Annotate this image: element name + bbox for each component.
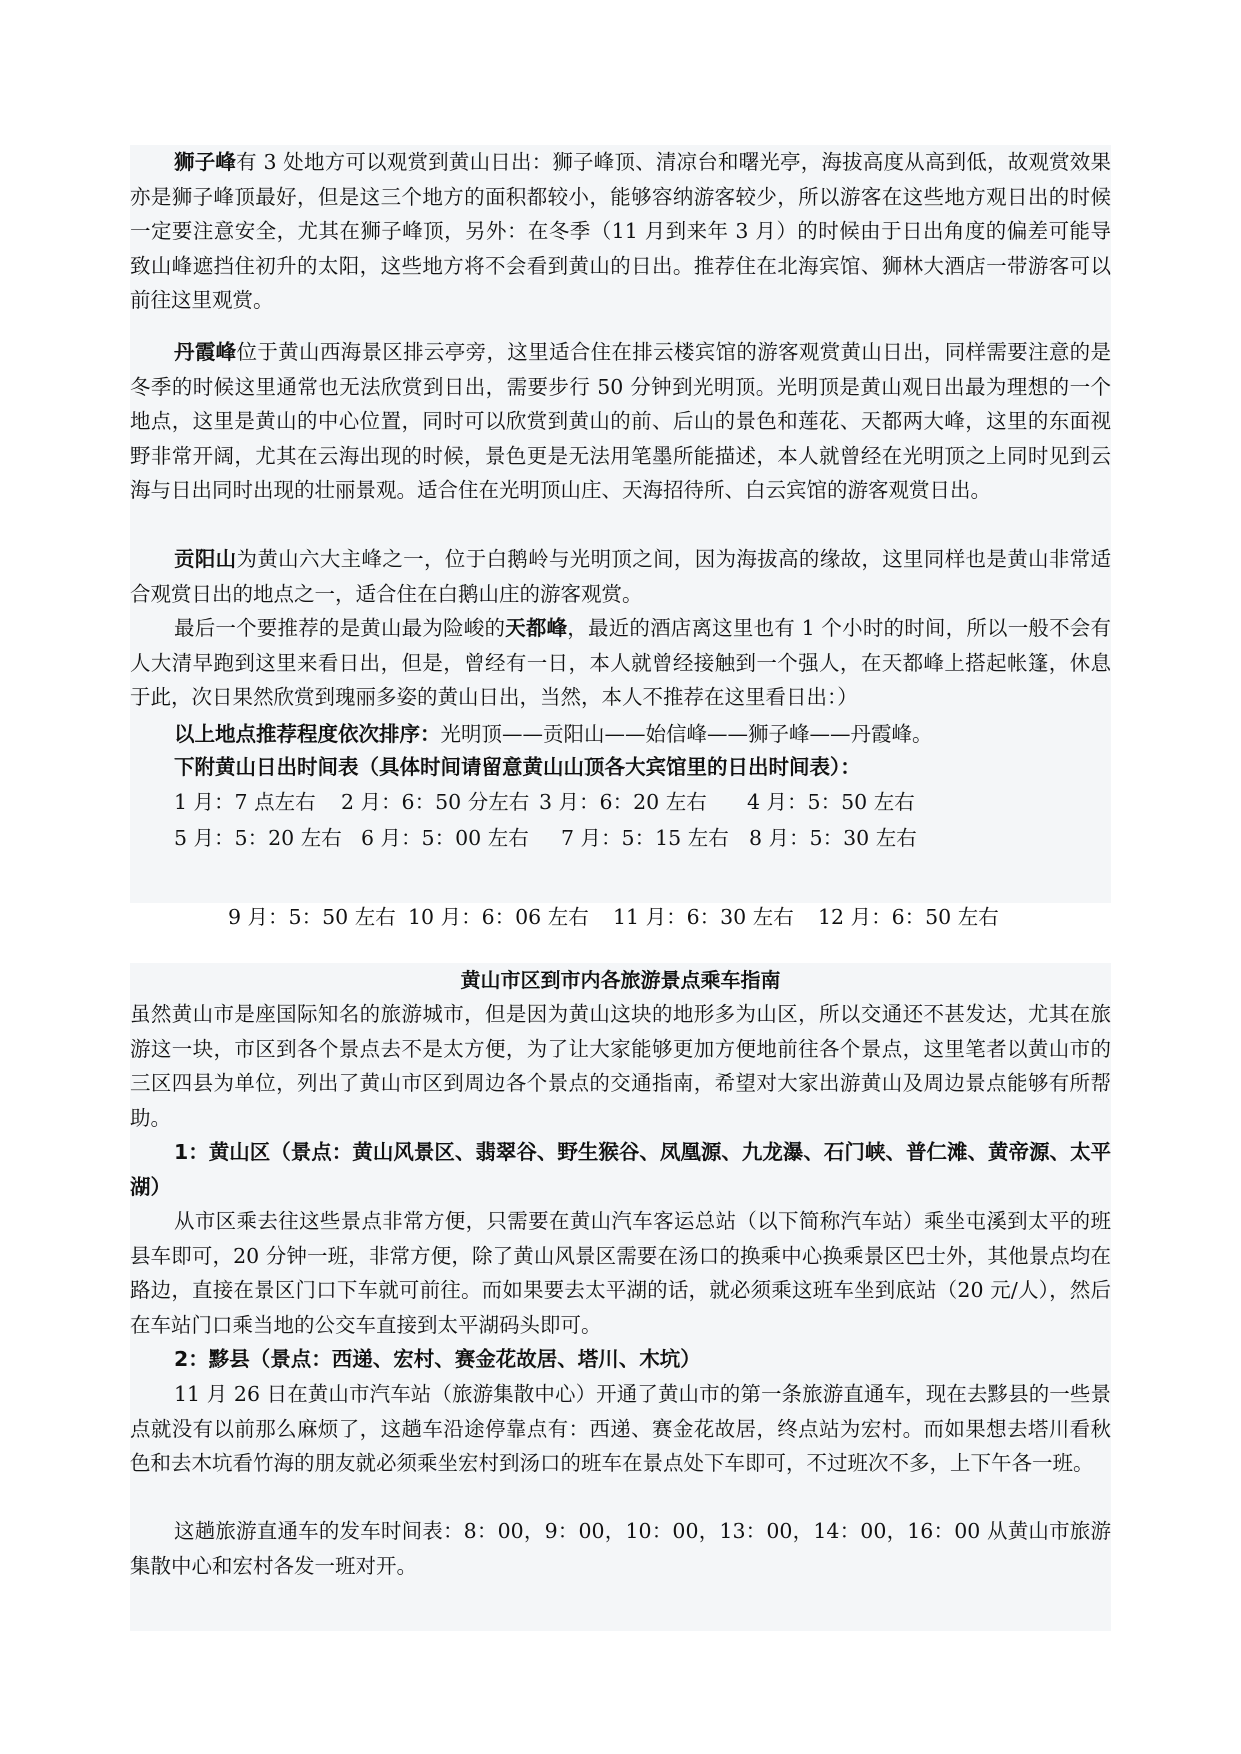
- schedule-cell: 1 月：7 点左右: [174, 790, 316, 814]
- yixian-paragraph: 11 月 26 日在黄山市汽车站（旅游集散中心）开通了黄山市的第一条旅游直通车，现在去黟县的一些景点就没有以前那么麻烦了，这趟车沿途停靠点有：西递、赛金花故居，终点站为宏村。而如果想去塔川看秋色和去木坑看竹海的朋友就必须乘坐宏村到汤口的班车在景点处下车即可，不过班次不多，上下午各一班。: [130, 1382, 1111, 1475]
- danxiafeng-text: 位于黄山西海景区排云亭旁，这里适合住在排云楼宾馆的游客观赏黄山日出，同样需要注意的是冬季的时候这里通常也无法欣赏到日出，需要步行 50 分钟到光明顶。光明顶是黄山观日出最为理想的一个地点，这里是黄山的中心位置，同时可以欣赏到黄山的前、后山的景色和莲花、天都两大峰，这里的东面视野非常开阔，尤其在云海出现的时候，景色更是无法用笔墨所能描述，本人就曾经在光明顶之上同时见到云海与日出同时出现的壮丽景观。适合住在光明顶山庄、天海招待所、白云宾馆的游客观赏日出。: [130, 340, 1112, 502]
- schedule-cell: 8 月：5：30 左右: [749, 826, 917, 850]
- gongyangshan-text: 为黄山六大主峰之一，位于白鹅岭与光明顶之间，因为海拔高的缘故，这里同样也是黄山非常适合观赏日出的地点之一，适合住在白鹅山庄的游客观赏。: [130, 547, 1112, 606]
- shizifeng-paragraph: [130, 145, 1111, 318]
- schedule-row-2: [174, 821, 917, 855]
- danxiafeng-lead: 丹霞峰: [174, 340, 237, 364]
- shizifeng-lead: 狮子峰: [174, 150, 237, 174]
- schedule-cell: 11 月：6：30 左右: [613, 905, 794, 929]
- schedule-row-1: [174, 785, 915, 819]
- schedule-cell: 6 月：5：00 左右: [361, 826, 529, 850]
- schedule-row-3: [228, 900, 999, 934]
- schedule-cell: 2 月：6：50 分左右: [341, 790, 530, 814]
- huangshan-district-heading: 1：黄山区（景点：黄山风景区、翡翠谷、野生猴谷、凤凰源、九龙瀑、石门峡、普仁滩、黄帝源、太平湖）: [130, 1140, 1111, 1199]
- schedule-cell: 3 月：6：20 左右: [539, 790, 707, 814]
- tiandufeng-text: ，最近的酒店离这里也有 1 个小时的时间，所以一般不会有人大清早跑到这里来看日出，但是，曾经有一日，本人就曾经接触到一个强人，在天都峰上搭起帐篷，休息于此，次日果然欣赏到瑰丽多姿的黄山日出，当然，本人不推荐在这里看日出：）: [130, 616, 1112, 709]
- schedule-title: 下附黄山日出时间表（具体时间请留意黄山山顶各大宾馆里的日出时间表）：: [174, 755, 861, 779]
- danxiafeng-paragraph: [130, 335, 1111, 508]
- tiandufeng-pre: 最后一个要推荐的是黄山最为险峻的: [174, 616, 506, 640]
- ranking-text: 光明顶——贡阳山——始信峰——狮子峰——丹霞峰。: [440, 722, 933, 746]
- schedule-cell: 4 月：5：50 左右: [747, 790, 915, 814]
- transport-section: [130, 963, 1111, 1631]
- gongyangshan-lead: 贡阳山: [174, 547, 237, 571]
- shizifeng-text: 有 3 处地方可以观赏到黄山日出：狮子峰顶、清凉台和曙光亭，海拔高度从高到低，故观赏效果亦是狮子峰顶最好，但是这三个地方的面积都较小，能够容纳游客较少，所以游客在这些地方观日出的时候一定要注意安全，尤其在狮子峰顶，另外：在冬季（11 月到来年 3 月）的时候由于日出角度的偏差可能导致山峰遮挡住初升的太阳，这些地方将不会看到黄山的日出。推荐住在北海宾馆、狮林大酒店一带游客可以前往这里观赏。: [130, 150, 1112, 312]
- ranking-label: 以上地点推荐程度依次排序：: [174, 722, 441, 746]
- schedule-cell: 5 月：5：20 左右: [174, 826, 342, 850]
- schedule-cell: 7 月：5：15 左右: [561, 826, 729, 850]
- gongyangshan-paragraph: [130, 542, 1111, 611]
- schedule-cell: 10 月：6：06 左右: [408, 905, 589, 929]
- huangshan-district-paragraph: 从市区乘去往这些景点非常方便，只需要在黄山汽车客运总站（以下简称汽车站）乘坐屯溪到太平的班县车即可，20 分钟一班，非常方便，除了黄山风景区需要在汤口的换乘中心换乘景区巴士外，其他景点均在路边，直接在景区门口下车就可前往。而如果要去太平湖的话，就必须乘这班车坐到底站（20 元/人），然后在车站门口乘当地的公交车直接到太平湖码头即可。: [130, 1209, 1111, 1337]
- schedule-cell: 9 月：5：50 左右: [228, 905, 396, 929]
- section-title: 黄山市区到市内各旅游景点乘车指南: [460, 968, 781, 992]
- intro-paragraph: 虽然黄山市是座国际知名的旅游城市，但是因为黄山这块的地形多为山区，所以交通还不甚发达，尤其在旅游这一块，市区到各个景点去不是太方便，为了让大家能够更加方便地前往各个景点，这里笔者以黄山市的三区四县为单位，列出了黄山市区到周边各个景点的交通指南，希望对大家出游黄山及周边景点能够有所帮助。: [130, 1002, 1111, 1130]
- sunrise-section: [130, 145, 1111, 903]
- bus-timetable-paragraph: 这趟旅游直通车的发车时间表：8：00，9：00，10：00，13：00，14：00，16：00 从黄山市旅游集散中心和宏村各发一班对开。: [130, 1519, 1111, 1578]
- ranking-line: [130, 717, 1111, 752]
- schedule-cell: 12 月：6：50 左右: [818, 905, 999, 929]
- tiandufeng-lead: 天都峰: [505, 616, 568, 640]
- tiandufeng-paragraph: [130, 611, 1111, 715]
- yixian-heading: 2：黟县（景点：西递、宏村、赛金花故居、塔川、木坑）: [174, 1347, 701, 1371]
